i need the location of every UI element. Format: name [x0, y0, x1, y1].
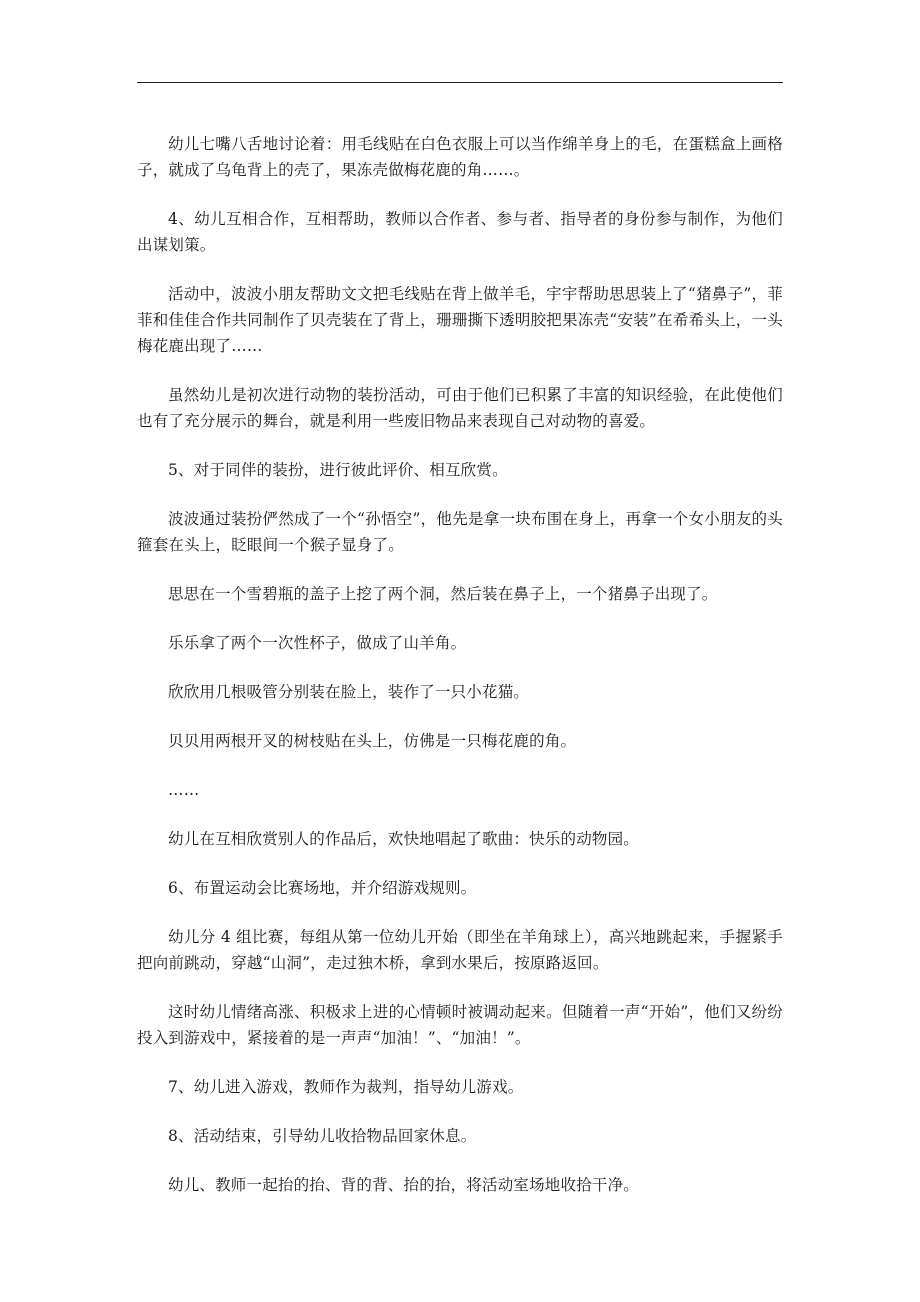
paragraph-step-4: 4、幼儿互相合作，互相帮助，教师以合作者、参与者、指导者的身份参与制作，为他们出谋划策。 [137, 210, 783, 254]
paragraph-beibei: 贝贝用两根开叉的树枝贴在头上，仿佛是一只梅花鹿的角。 [168, 732, 577, 750]
paragraph-reflection: 虽然幼儿是初次进行动物的装扮活动，可由于他们已积累了丰富的知识经验，在此使他们也有了充分展示的舞台，就是利用一些废旧物品来表现自己对动物的喜爱。 [137, 386, 783, 430]
paragraph-discussion: 幼儿七嘴八舌地讨论着：用毛线贴在白色衣服上可以当作绵羊身上的毛，在蛋糕盒上画格子，就成了乌龟背上的壳了，果冻壳做梅花鹿的角……。 [137, 135, 783, 179]
paragraph-ellipsis: …… [168, 781, 200, 799]
paragraph-cheering: 这时幼儿情绪高涨、积极求上进的心情顿时被调动起来。但随着一声“开始”，他们又纷纷投入到游戏中，紧接着的是一声声“加油！”、“加油！”。 [137, 1003, 783, 1047]
paragraph-cooperation: 活动中，波波小朋友帮助文文把毛线贴在背上做羊毛，宇宇帮助思思装上了“猪鼻子”，菲菲和佳佳合作共同制作了贝壳装在了背上，珊珊撕下透明胶把果冻壳“安装”在希希头上，一头梅花鹿出现了…… [137, 285, 783, 355]
paragraph-step-7: 7、幼儿进入游戏，教师作为裁判，指导幼儿游戏。 [168, 1078, 524, 1096]
paragraph-bobo: 波波通过装扮俨然成了一个“孙悟空”，他先是拿一块布围在身上，再拿一个女小朋友的头箍套在头上，眨眼间一个猴子显身了。 [137, 510, 783, 554]
paragraph-step-6: 6、布置运动会比赛场地，并介绍游戏规则。 [168, 879, 477, 897]
paragraph-step-8: 8、活动结束，引导幼儿收拾物品回家休息。 [168, 1127, 477, 1145]
paragraph-cleanup: 幼儿、教师一起抬的抬、背的背、抬的抬，将活动室场地收拾干净。 [168, 1176, 640, 1194]
paragraph-lele: 乐乐拿了两个一次性杯子，做成了山羊角。 [168, 634, 467, 652]
paragraph-sisi: 思思在一个雪碧瓶的盖子上挖了两个洞，然后装在鼻子上，一个猪鼻子出现了。 [168, 585, 718, 603]
paragraph-song: 幼儿在互相欣赏别人的作品后，欢快地唱起了歌曲：快乐的动物园。 [168, 830, 640, 848]
paragraph-step-5: 5、对于同伴的装扮，进行彼此评价、相互欣赏。 [168, 461, 508, 479]
header-rule [137, 82, 783, 83]
paragraph-xinxin: 欣欣用几根吸管分别装在脸上，装作了一只小花猫。 [168, 683, 530, 701]
document-body [137, 131, 783, 1198]
paragraph-competition: 幼儿分 4 组比赛，每组从第一位幼儿开始（即坐在羊角球上），高兴地跳起来，手握紧手把向前跳动，穿越“山洞”，走过独木桥，拿到水果后，按原路返回。 [137, 928, 783, 972]
